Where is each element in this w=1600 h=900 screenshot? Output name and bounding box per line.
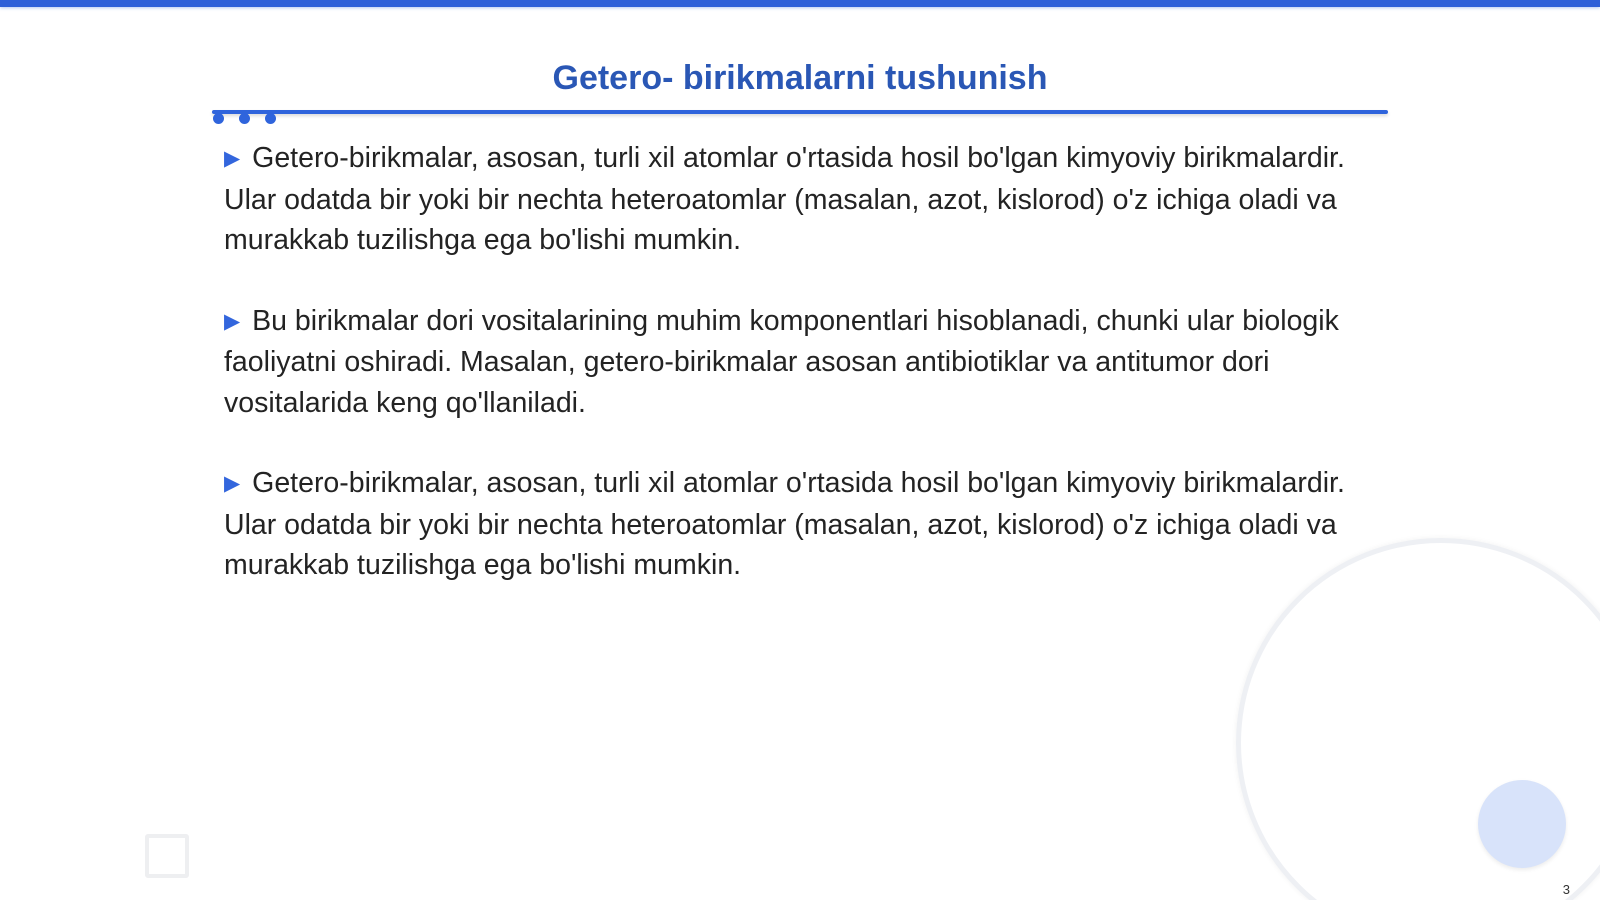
- slide-title: Getero- birikmalarni tushunish: [552, 59, 1048, 97]
- top-accent-bar: [0, 0, 1600, 7]
- decorative-dot: [265, 113, 276, 124]
- triangle-right-icon: ▶: [224, 309, 241, 333]
- bullet-text: Bu birikmalar dori vositalarining muhim komponentlari hisoblanadi, chunki ular biologik faoliyatni oshiradi. Masalan, getero-birikmalar asosan antibiotiklar va antitumor dori vositalarida keng qo'llaniladi.: [224, 304, 1339, 419]
- page-number: 3: [1562, 882, 1570, 897]
- decorative-dot: [213, 113, 224, 124]
- bullet-text: Getero-birikmalar, asosan, turli xil atomlar o'rtasida hosil bo'lgan kimyoviy birikmalardir. Ular odatda bir yoki bir nechta heteroatomlar (masalan, azot, kislorod) o'z ichiga oladi va murakkab tuzilishga ega bo'lishi mumkin.: [224, 142, 1345, 256]
- triangle-right-icon: ▶: [224, 147, 241, 170]
- decorative-square: [145, 834, 189, 878]
- bullet-item: [224, 463, 1374, 586]
- title-underline: [212, 110, 1388, 114]
- bullet-item: [224, 301, 1374, 424]
- decorative-circle: [1478, 780, 1566, 868]
- decorative-dot: [239, 113, 250, 124]
- triangle-right-icon: ▶: [224, 472, 241, 495]
- bullet-item: [224, 138, 1374, 261]
- bullet-list: [224, 138, 1374, 626]
- bullet-text: Getero-birikmalar, asosan, turli xil atomlar o'rtasida hosil bo'lgan kimyoviy birikmalardir. Ular odatda bir yoki bir nechta heteroatomlar (masalan, azot, kislorod) o'z ichiga oladi va murakkab tuzilishga ega bo'lishi mumkin.: [224, 467, 1345, 581]
